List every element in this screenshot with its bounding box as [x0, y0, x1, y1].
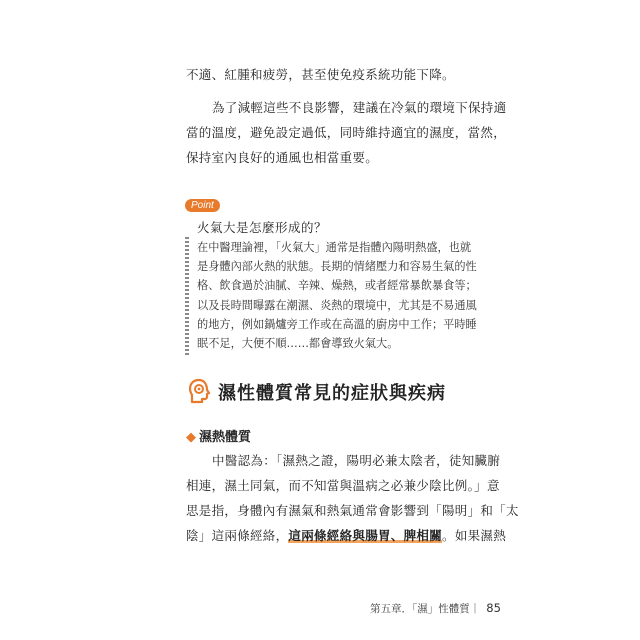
- paragraph-damp-heat: [186, 448, 519, 548]
- point-line: 格、飲食過於油膩、辛辣、燥熱，或者經常暴飲暴食等；: [197, 279, 477, 293]
- section-title: 濕性體質常見的症狀與疾病: [218, 383, 446, 404]
- point-body: [197, 238, 499, 353]
- point-tag: Point: [185, 199, 220, 212]
- highlighted-text: 這兩條經絡與腸胃、脾相關: [288, 528, 443, 543]
- point-line: 以及長時間曝露在潮濕、炎熱的環境中，尤其是不易通風: [197, 298, 477, 312]
- paragraph-line: 當的溫度，避免設定過低，同時維持適宜的濕度，當然，: [186, 125, 507, 140]
- point-line: 眠不足，大便不順……都會導致火氣大。: [197, 337, 399, 351]
- page-number: 85: [486, 601, 501, 615]
- head-gear-icon: [186, 377, 214, 405]
- diamond-icon: ◆: [186, 430, 196, 445]
- paragraph-line: 為了減輕這些不良影響，建議在冷氣的環境下保持適: [212, 100, 507, 115]
- paragraph-line: 不適、紅腫和疲勞，甚至使免疫系統功能下降。: [186, 67, 455, 82]
- point-title: 火氣大是怎麼形成的？: [197, 220, 328, 235]
- point-divider: [185, 237, 189, 355]
- paragraph-line: 保持室內良好的通風也相當重要。: [186, 150, 379, 165]
- paragraph-cooling: [186, 95, 507, 170]
- page-footer: [370, 601, 510, 616]
- text-run: 。如果濕熱: [442, 528, 507, 543]
- point-line: 是身體內部火熱的狀態。長期的情緒壓力和容易生氣的性: [197, 260, 477, 274]
- paragraph-line: 思是指，身體內有濕氣和熱氣通常會影響到「陽明」和「太: [186, 503, 519, 518]
- point-line: 在中醫理論裡，「火氣大」通常是指體內陽明熱盛，也就: [197, 241, 472, 254]
- paragraph-top: [186, 62, 498, 87]
- subsection-label: 濕熱體質: [199, 430, 252, 445]
- point-line: 的地方，例如鍋爐旁工作或在高溫的廚房中工作；平時睡: [197, 317, 477, 331]
- text-run: 陰」這兩條經絡，: [186, 528, 289, 543]
- subsection-title: [186, 426, 251, 445]
- chapter-label: 第五章．「濕」性體質｜: [370, 603, 481, 615]
- paragraph-line: 中醫認為：「濕熱之證，陽明必兼太陰者，徒知臟腑: [212, 453, 501, 468]
- paragraph-line: 相連，濕土同氣，而不知當與溫病之必兼少陰比例。」意: [186, 478, 500, 493]
- paragraph-line: [186, 523, 507, 548]
